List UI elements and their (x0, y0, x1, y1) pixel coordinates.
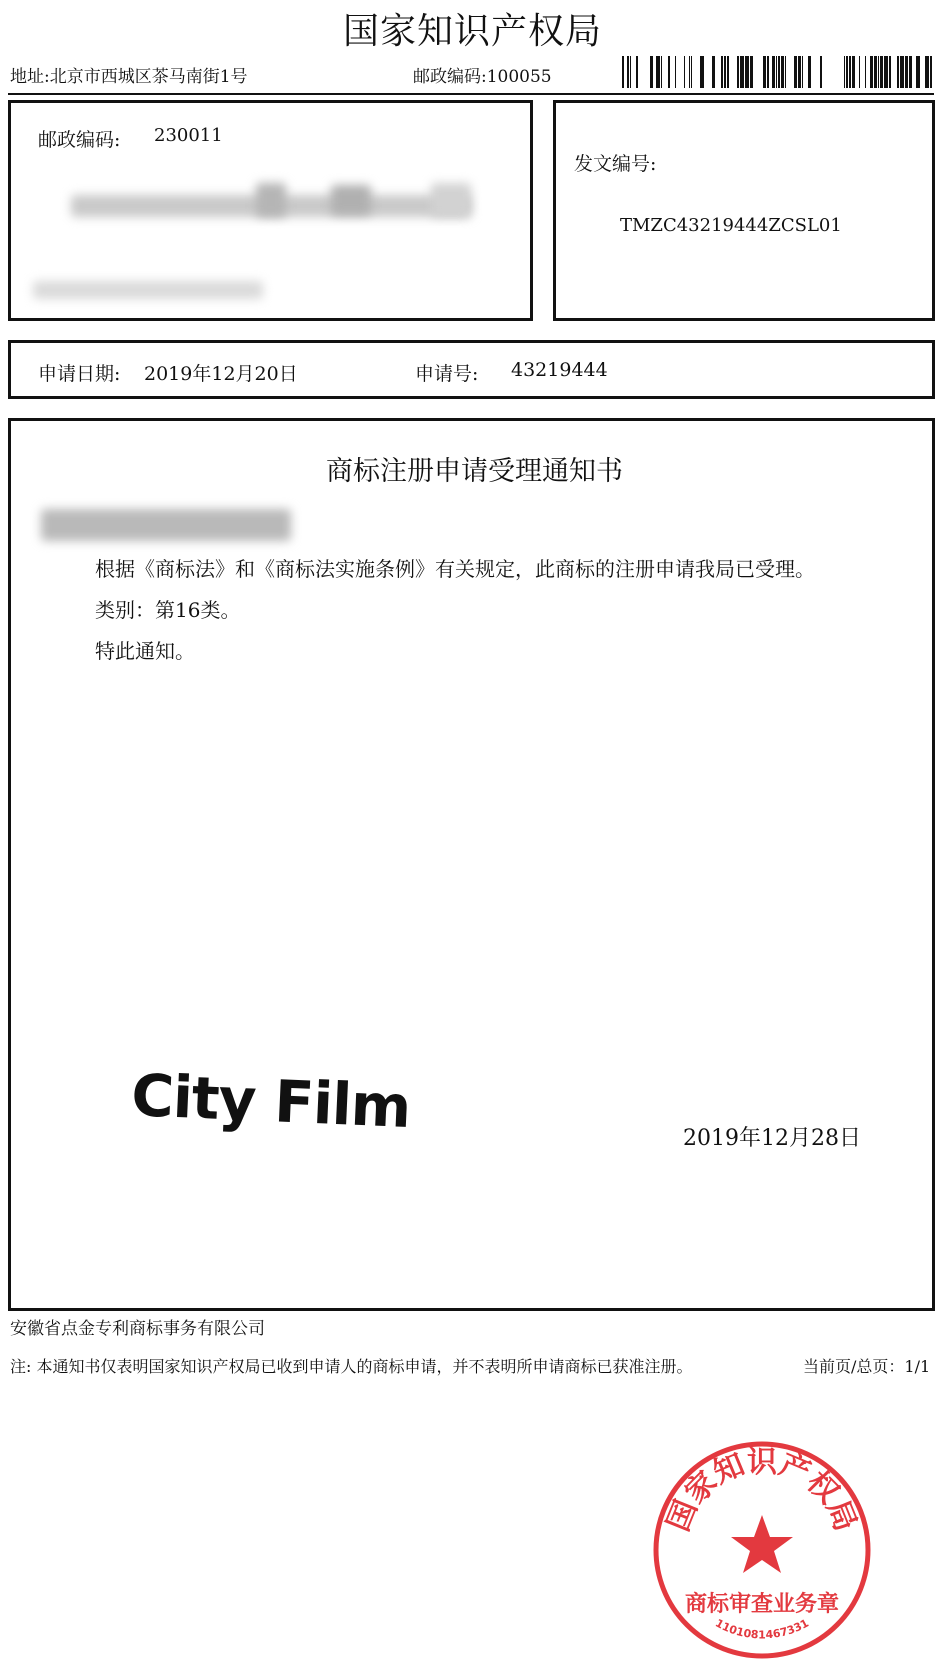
document-number: TMZC43219444ZCSL01 (620, 215, 842, 236)
notice-line-1: 根据《商标法》和《商标法实施条例》有关规定，此商标的注册申请我局已受理。 (95, 557, 815, 581)
notice-title: 商标注册申请受理通知书 (326, 456, 623, 487)
application-date: 2019年12月20日 (144, 363, 298, 385)
application-no-label: 申请号: (415, 363, 479, 385)
redacted-mark (256, 183, 286, 217)
application-date-label: 申请日期: (38, 363, 121, 385)
office-address: 地址:北京市西城区茶马南街1号 (10, 67, 248, 87)
redacted-mark (431, 183, 471, 217)
redacted-mark (331, 185, 371, 215)
recipient-address-box (8, 100, 533, 321)
header-divider (8, 93, 934, 95)
seal-star (731, 1515, 793, 1573)
seal-sub: 商标审查业务章 (684, 1592, 840, 1617)
footer-note: 注: 本通知书仅表明国家知识产权局已收到申请人的商标申请，并不表明所申请商标已获准注册。 (10, 1357, 693, 1376)
barcode-icon (622, 56, 932, 88)
office-title: 国家知识产权局 (342, 11, 602, 52)
agency-name: 安徽省点金专利商标事务有限公司 (10, 1319, 265, 1339)
official-seal-icon (651, 1439, 873, 1661)
document-number-box (553, 100, 935, 321)
seal-code: 1101081467331 (713, 1616, 811, 1642)
issue-date: 2019年12月28日 (683, 1126, 861, 1151)
application-no: 43219444 (511, 359, 608, 381)
recipient-postal-code: 230011 (154, 125, 223, 146)
application-info-box (8, 340, 935, 399)
redacted-applicant-name (41, 509, 291, 541)
recipient-postal-label: 邮政编码: (38, 129, 121, 151)
seal-name: 国家知识产权局 (660, 1444, 864, 1537)
document-number-label: 发文编号: (574, 153, 657, 175)
office-postal-code: 邮政编码:100055 (413, 67, 552, 87)
redacted-recipient-name (33, 281, 263, 299)
notice-line-2: 类别：第16类。 (95, 598, 241, 622)
page-indicator: 当前页/总页：1/1 (803, 1357, 931, 1376)
notice-line-3: 特此通知。 (95, 639, 195, 663)
trademark-logo: City Film (130, 1061, 412, 1142)
